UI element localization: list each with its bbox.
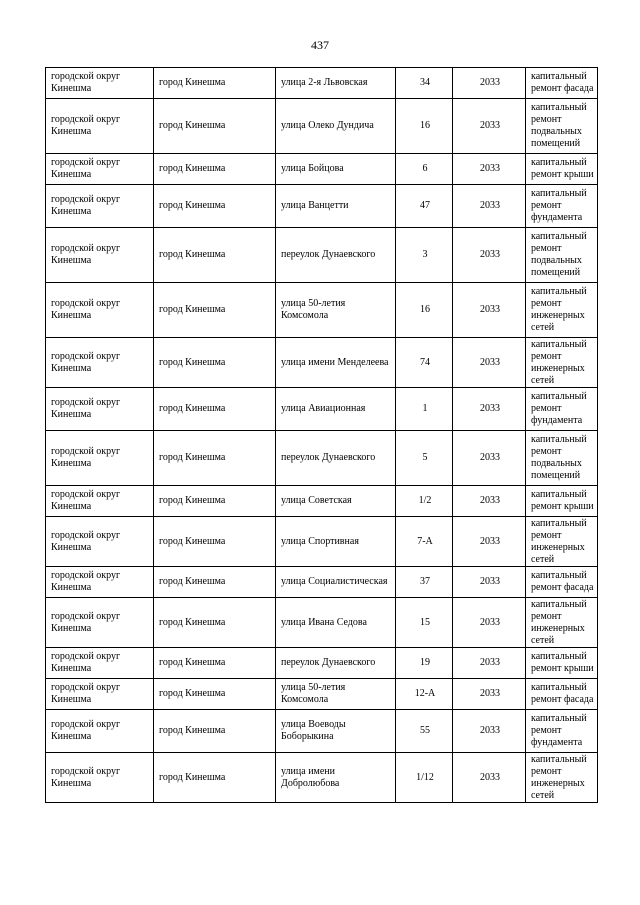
street-cell: улица 50-летия Комсомола: [276, 283, 396, 338]
municipal-district-cell: городской округ Кинешма: [46, 567, 154, 598]
year-cell: 2033: [453, 567, 526, 598]
municipal-district-cell: городской округ Кинешма: [46, 68, 154, 99]
city-cell: город Кинешма: [154, 648, 276, 679]
municipal-district-cell: городской округ Кинешма: [46, 185, 154, 228]
table-row: [46, 679, 598, 710]
table-row: [46, 648, 598, 679]
house-number-cell: 1: [396, 388, 453, 431]
city-cell: город Кинешма: [154, 283, 276, 338]
house-number-cell: 37: [396, 567, 453, 598]
year-cell: 2033: [453, 154, 526, 185]
year-cell: 2033: [453, 710, 526, 753]
municipal-district-cell: городской округ Кинешма: [46, 517, 154, 567]
street-cell: улица Авиационная: [276, 388, 396, 431]
repair-type-cell: капитальный ремонт инженерных сетей: [526, 283, 598, 338]
house-number-cell: 12-А: [396, 679, 453, 710]
house-number-cell: 5: [396, 431, 453, 486]
year-cell: 2033: [453, 679, 526, 710]
table-row: [46, 710, 598, 753]
municipal-district-cell: городской округ Кинешма: [46, 228, 154, 283]
repair-type-cell: капитальный ремонт фундамента: [526, 185, 598, 228]
table-row: [46, 598, 598, 648]
year-cell: 2033: [453, 517, 526, 567]
street-cell: улица Советская: [276, 486, 396, 517]
year-cell: 2033: [453, 99, 526, 154]
year-cell: 2033: [453, 388, 526, 431]
street-cell: улица Социалистическая: [276, 567, 396, 598]
year-cell: 2033: [453, 753, 526, 803]
street-cell: переулок Дунаевского: [276, 431, 396, 486]
street-cell: переулок Дунаевского: [276, 228, 396, 283]
city-cell: город Кинешма: [154, 517, 276, 567]
repair-type-cell: капитальный ремонт фасада: [526, 567, 598, 598]
repair-type-cell: капитальный ремонт фасада: [526, 679, 598, 710]
year-cell: 2033: [453, 68, 526, 99]
municipal-district-cell: городской округ Кинешма: [46, 486, 154, 517]
year-cell: 2033: [453, 486, 526, 517]
municipal-district-cell: городской округ Кинешма: [46, 710, 154, 753]
page-number: 437: [311, 38, 329, 52]
city-cell: город Кинешма: [154, 185, 276, 228]
year-cell: 2033: [453, 185, 526, 228]
city-cell: город Кинешма: [154, 338, 276, 388]
street-cell: улица имени Добролюбова: [276, 753, 396, 803]
municipal-district-cell: городской округ Кинешма: [46, 154, 154, 185]
municipal-district-cell: городской округ Кинешма: [46, 648, 154, 679]
repair-type-cell: капитальный ремонт инженерных сетей: [526, 753, 598, 803]
municipal-district-cell: городской округ Кинешма: [46, 388, 154, 431]
house-number-cell: 19: [396, 648, 453, 679]
table-row: [46, 517, 598, 567]
year-cell: 2033: [453, 228, 526, 283]
table-row: [46, 68, 598, 99]
street-cell: улица Олеко Дундича: [276, 99, 396, 154]
city-cell: город Кинешма: [154, 99, 276, 154]
table-body: [46, 68, 598, 803]
municipal-district-cell: городской округ Кинешма: [46, 679, 154, 710]
street-cell: улица Воеводы Боборыкина: [276, 710, 396, 753]
city-cell: город Кинешма: [154, 567, 276, 598]
street-cell: улица Ивана Седова: [276, 598, 396, 648]
repair-type-cell: капитальный ремонт инженерных сетей: [526, 517, 598, 567]
street-cell: улица Ванцетти: [276, 185, 396, 228]
street-cell: переулок Дунаевского: [276, 648, 396, 679]
year-cell: 2033: [453, 648, 526, 679]
house-number-cell: 6: [396, 154, 453, 185]
house-number-cell: 15: [396, 598, 453, 648]
repair-type-cell: капитальный ремонт подвальных помещений: [526, 99, 598, 154]
repair-type-cell: капитальный ремонт подвальных помещений: [526, 228, 598, 283]
house-number-cell: 34: [396, 68, 453, 99]
city-cell: город Кинешма: [154, 598, 276, 648]
table-row: [46, 228, 598, 283]
street-cell: улица Бойцова: [276, 154, 396, 185]
repair-type-cell: капитальный ремонт фундамента: [526, 710, 598, 753]
house-number-cell: 47: [396, 185, 453, 228]
municipal-district-cell: городской округ Кинешма: [46, 283, 154, 338]
repair-registry-table: [45, 67, 598, 803]
municipal-district-cell: городской округ Кинешма: [46, 753, 154, 803]
table-row: [46, 431, 598, 486]
year-cell: 2033: [453, 598, 526, 648]
table-row: [46, 753, 598, 803]
repair-type-cell: капитальный ремонт крыши: [526, 486, 598, 517]
repair-type-cell: капитальный ремонт фундамента: [526, 388, 598, 431]
house-number-cell: 7-А: [396, 517, 453, 567]
street-cell: улица 2-я Львовская: [276, 68, 396, 99]
repair-type-cell: капитальный ремонт крыши: [526, 648, 598, 679]
repair-type-cell: капитальный ремонт инженерных сетей: [526, 338, 598, 388]
municipal-district-cell: городской округ Кинешма: [46, 338, 154, 388]
table-row: [46, 185, 598, 228]
city-cell: город Кинешма: [154, 679, 276, 710]
table-row: [46, 283, 598, 338]
house-number-cell: 3: [396, 228, 453, 283]
repair-type-cell: капитальный ремонт фасада: [526, 68, 598, 99]
house-number-cell: 16: [396, 283, 453, 338]
municipal-district-cell: городской округ Кинешма: [46, 431, 154, 486]
city-cell: город Кинешма: [154, 154, 276, 185]
year-cell: 2033: [453, 283, 526, 338]
year-cell: 2033: [453, 431, 526, 486]
street-cell: улица Спортивная: [276, 517, 396, 567]
city-cell: город Кинешма: [154, 68, 276, 99]
table-row: [46, 388, 598, 431]
municipal-district-cell: городской округ Кинешма: [46, 598, 154, 648]
table-row: [46, 154, 598, 185]
street-cell: улица 50-летия Комсомола: [276, 679, 396, 710]
city-cell: город Кинешма: [154, 710, 276, 753]
house-number-cell: 1/2: [396, 486, 453, 517]
city-cell: город Кинешма: [154, 753, 276, 803]
house-number-cell: 55: [396, 710, 453, 753]
year-cell: 2033: [453, 338, 526, 388]
repair-type-cell: капитальный ремонт крыши: [526, 154, 598, 185]
street-cell: улица имени Менделеева: [276, 338, 396, 388]
repair-type-cell: капитальный ремонт инженерных сетей: [526, 598, 598, 648]
table-row: [46, 99, 598, 154]
house-number-cell: 16: [396, 99, 453, 154]
table-row: [46, 486, 598, 517]
city-cell: город Кинешма: [154, 431, 276, 486]
house-number-cell: 74: [396, 338, 453, 388]
city-cell: город Кинешма: [154, 486, 276, 517]
table-row: [46, 338, 598, 388]
city-cell: город Кинешма: [154, 228, 276, 283]
repair-type-cell: капитальный ремонт подвальных помещений: [526, 431, 598, 486]
municipal-district-cell: городской округ Кинешма: [46, 99, 154, 154]
house-number-cell: 1/12: [396, 753, 453, 803]
table-row: [46, 567, 598, 598]
city-cell: город Кинешма: [154, 388, 276, 431]
